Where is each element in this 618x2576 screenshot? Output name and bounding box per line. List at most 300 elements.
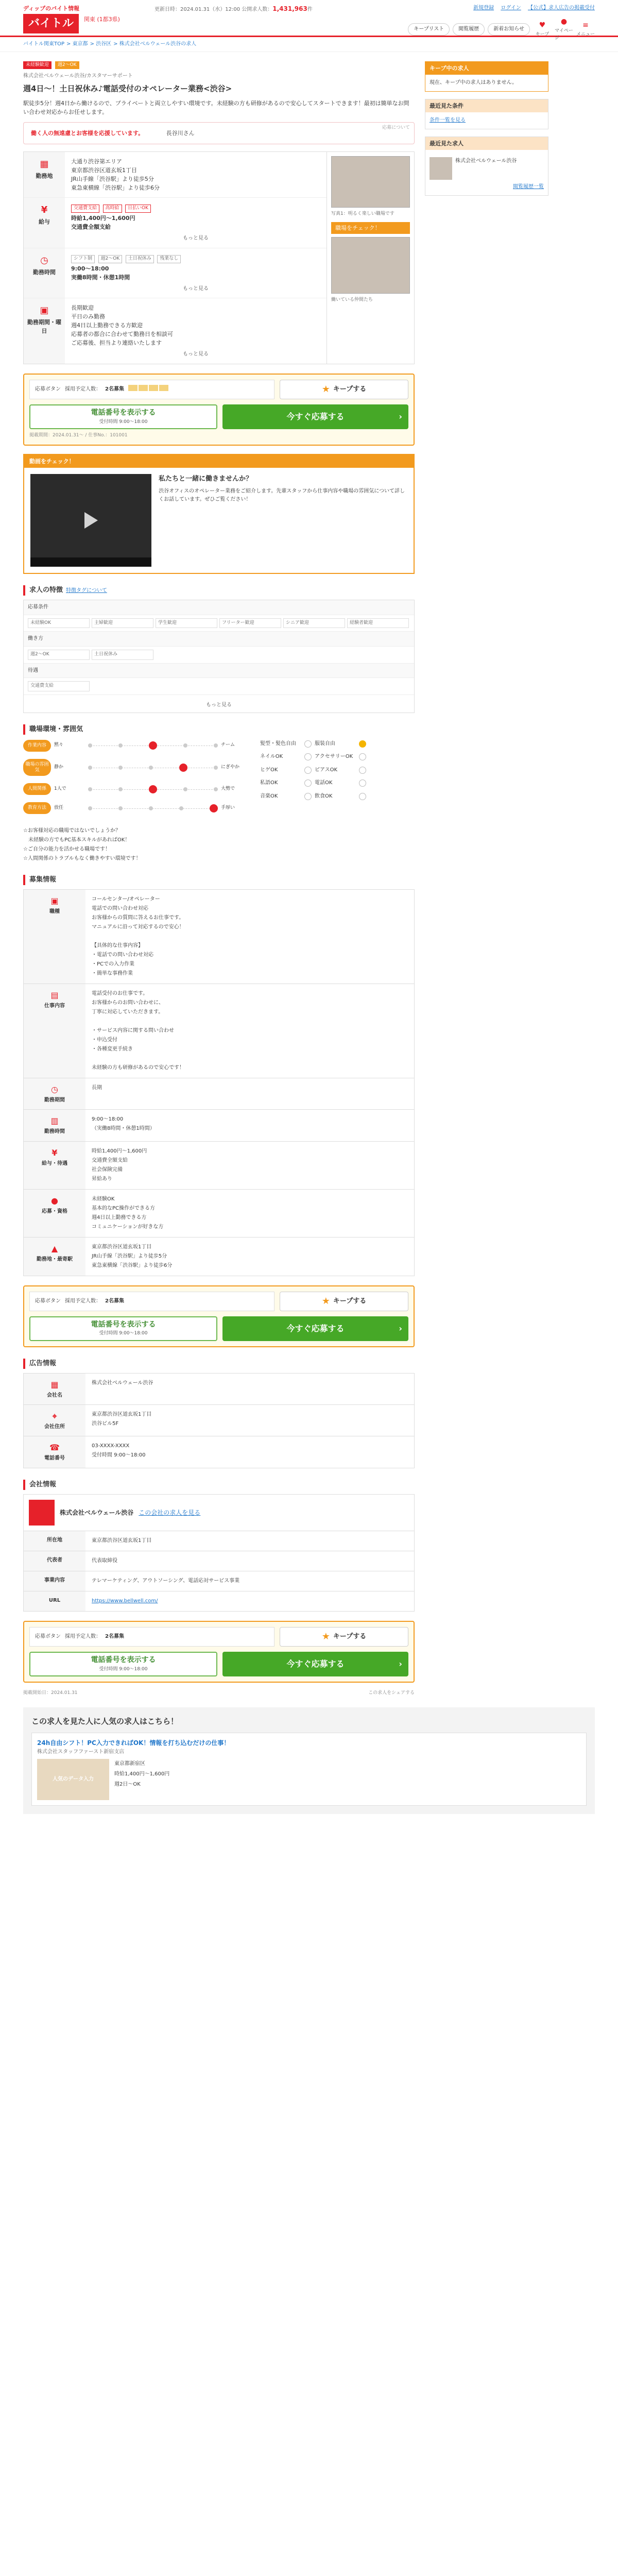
- company-subtitle: 株式会社ベルウェール渋谷/カスタマーサポート: [23, 73, 133, 79]
- nav-mypage-label: マイページ: [555, 28, 573, 41]
- register-link[interactable]: 新規登録: [473, 5, 494, 11]
- recruit-head: [24, 1142, 85, 1189]
- env-check: [304, 753, 312, 760]
- recommend-image: [37, 1759, 109, 1800]
- stats-count: 1,431,963: [272, 5, 307, 12]
- apply-deadline-value: 2名募集: [105, 1298, 124, 1304]
- video-head: 動画をチェック！: [24, 455, 414, 468]
- logo-tagline: ディップのバイト情報: [23, 5, 80, 12]
- apply-status-label: 応募ボタン: [35, 1634, 61, 1640]
- building-icon: ▦: [40, 158, 49, 170]
- more-link[interactable]: もっと見る: [183, 351, 209, 358]
- recruit-row: [24, 890, 414, 984]
- ad-info-title: 広告情報: [23, 1359, 415, 1369]
- scale-dot: [88, 766, 92, 770]
- recommend-detail: 東京都新宿区: [114, 1761, 145, 1767]
- clock-icon: ◷: [51, 1084, 58, 1095]
- recruit-head-label: 仕事内容: [44, 1003, 65, 1009]
- scale-dot: [88, 787, 92, 791]
- info-head: [24, 152, 65, 197]
- env-right: 手厚い: [221, 805, 235, 810]
- quote-note[interactable]: 応募について: [382, 125, 410, 130]
- scale-dot: [149, 741, 157, 750]
- company-row: [24, 1531, 414, 1551]
- features-title: [23, 585, 415, 596]
- environment-title: 職場環境・雰囲気: [23, 724, 415, 735]
- ad-head-label: 電話番号: [44, 1455, 65, 1462]
- env-item: [260, 766, 415, 774]
- tag: 残業なし: [157, 255, 181, 263]
- environment-box: [23, 740, 415, 821]
- recommend-details: [114, 1759, 169, 1800]
- tel-sub: 受付時間 9:00〜18:00: [99, 1666, 148, 1672]
- feature-item: フリーター歓迎: [219, 618, 281, 629]
- phone-icon: ☎: [49, 1443, 60, 1453]
- breadcrumb: バイトル関東TOP > 東京都 > 渋谷区 > 株式会社ベルウェール渋谷の求人: [0, 37, 618, 52]
- scale-dot: [183, 743, 187, 748]
- job-title: 週4日〜！土日祝休み♪電話受付のオペレーター業務<渋谷>: [23, 83, 232, 93]
- info-head-label: 勤務地: [36, 172, 53, 179]
- info-body: [65, 248, 327, 298]
- stats-line: [154, 4, 313, 14]
- job-lead: 駅徒歩5分！週4日から働けるので、プライベートと両立しやすい環境です。未経験の方も研修があるので安心してスタートできます！最初は簡単なお問い合わせ対応からお任せします。: [23, 99, 409, 116]
- keep-label: キープする: [333, 1632, 367, 1640]
- ad-head: [24, 1405, 85, 1436]
- info-table: [24, 152, 327, 364]
- env-check: [359, 779, 366, 787]
- feature-group: [24, 678, 414, 695]
- keep-box-body: 現在、キープ中の求人はありません。: [430, 79, 518, 86]
- apply-box: [23, 374, 415, 446]
- env-check: [359, 753, 366, 760]
- apply-status-bar: [29, 1627, 274, 1647]
- period-text: 長期歓迎 平日のみ勤務 週4日以上勤務できる方歓迎 応募者の都合に合わせて勤務日を相談可 ご応募後、担当より連絡いたします: [71, 304, 173, 347]
- chevron-right-icon: ›: [399, 1658, 402, 1669]
- ad-link[interactable]: 【公式】求人広告の掲載受付: [528, 5, 595, 11]
- environment-scales: [23, 740, 252, 821]
- scale-dot: [118, 787, 123, 791]
- apply-buttons: [29, 1652, 408, 1676]
- env-left: 放任: [54, 805, 64, 810]
- building-icon: ▦: [50, 1379, 59, 1389]
- company-name: 株式会社ベルウェール渋谷: [60, 1509, 134, 1516]
- env-row: [23, 802, 252, 814]
- info-head: [24, 248, 65, 298]
- env-item: [260, 792, 415, 801]
- photo-caption: 写真1：明るく楽しい職場です: [331, 211, 394, 216]
- info-head: [24, 198, 65, 248]
- recommend-card-title[interactable]: 24h自由シフト！PC入力できればOK！情報を打ち込むだけの仕事！: [37, 1739, 230, 1747]
- briefcase-icon: ▣: [40, 305, 49, 316]
- keep-label: キープする: [333, 1297, 367, 1305]
- apply-top: [29, 1292, 408, 1311]
- recruit-title: 募集情報: [23, 875, 415, 885]
- scale-dot: [210, 804, 218, 812]
- left-column: [23, 52, 415, 1697]
- env-scale: [88, 804, 218, 812]
- ad-body: 東京都渋谷区道玄坂1丁目 渋谷ビル5F: [92, 1412, 152, 1427]
- env-tag: 作業内容: [23, 740, 51, 752]
- nav-menu[interactable]: [576, 20, 595, 39]
- recruit-head-label: 職種: [49, 908, 60, 914]
- history-thumb: [430, 157, 452, 180]
- recommend-title: この求人を見た人に人気の求人はこちら！: [31, 1716, 179, 1726]
- footer-meta-left: 掲載開始日：2024.01.31: [23, 1690, 78, 1696]
- recruit-body: コールセンター/オペレーター 電話での問い合わせ対応 お客様からの質問に答えるお仕事です。 マニュアルに沿って対応するので安心！ 【具体的な仕事内容】 ・電話での問い合わせ対応 ・PCでの入力作業 ・簡単な事務作業: [92, 896, 184, 977]
- info-head-label: 勤務時間: [33, 268, 56, 276]
- scale-dot: [118, 766, 123, 770]
- company-body: 代表取締役: [92, 1557, 117, 1564]
- ad-row: [24, 1405, 414, 1436]
- env-item-name: 音楽OK: [260, 793, 278, 799]
- company-url[interactable]: https://www.bellwell.com/: [92, 1598, 158, 1604]
- recommend-card-inner: [37, 1759, 581, 1800]
- scale-dot: [214, 766, 218, 770]
- tel-sub: 受付時間 9:00〜18:00: [99, 1331, 148, 1336]
- tag: 土日祝休み: [126, 255, 154, 263]
- logo-mark[interactable]: バイトル: [23, 14, 79, 33]
- keep-box: [425, 61, 548, 92]
- recruit-head: [24, 984, 85, 1078]
- stats-prefix: 更新日時：2024.01.31（水）12:00 公開求人数：: [154, 7, 273, 12]
- tel-button[interactable]: [29, 1316, 217, 1341]
- info-photos: [327, 152, 414, 364]
- info-row-period: [24, 298, 327, 364]
- scale-dot: [179, 806, 183, 810]
- apply-deadline-value: 2名募集: [105, 386, 124, 393]
- scale-dot: [149, 785, 157, 793]
- ad-head: [24, 1374, 85, 1404]
- info-card: [23, 151, 415, 364]
- photo-section-title: 職場をチェック！: [331, 222, 410, 234]
- info-body: [65, 198, 327, 248]
- recruit-head-label: 応募・資格: [42, 1208, 67, 1214]
- env-item-name: ピアスOK: [315, 767, 338, 773]
- keep-list-button[interactable]: キープリスト: [408, 23, 450, 36]
- document-icon: ▤: [50, 990, 59, 1001]
- clock-icon: ◷: [40, 255, 48, 266]
- apply-status-label: 応募ボタン: [35, 1298, 61, 1304]
- company-head-row: [24, 1495, 414, 1531]
- recruit-body: 長期: [92, 1085, 102, 1091]
- recruit-row: [24, 1078, 414, 1110]
- workplace-photo[interactable]: [331, 156, 410, 208]
- env-check: [359, 767, 366, 774]
- apply-deadline-prefix: 採用予定人数：: [65, 1298, 101, 1304]
- tag: 週2〜OK: [98, 255, 123, 263]
- env-check: [359, 793, 366, 800]
- star-icon: ★: [321, 1631, 330, 1642]
- video-player[interactable]: [30, 474, 151, 567]
- apply-button[interactable]: [222, 404, 408, 429]
- env-item-name: ネイルOK: [260, 754, 283, 760]
- company-row: [24, 1551, 414, 1571]
- info-head: [24, 298, 65, 364]
- recommend-card[interactable]: [31, 1733, 587, 1806]
- apply-button[interactable]: [222, 1316, 408, 1341]
- feature-grid: [23, 600, 415, 713]
- scale-dot: [179, 764, 187, 772]
- company-row: [24, 1571, 414, 1591]
- apply-status-bar: [29, 380, 274, 399]
- star-icon: ★: [321, 383, 330, 395]
- env-item: [260, 740, 415, 748]
- env-right: 大勢で: [221, 786, 235, 791]
- map-icon: ⌖: [52, 1411, 57, 1421]
- recruit-head-label: 勤務時間: [44, 1129, 65, 1135]
- recruit-head: [24, 1238, 85, 1276]
- recruit-head: [24, 1190, 85, 1237]
- more-link[interactable]: もっと見る: [183, 235, 209, 242]
- history-body: [425, 150, 548, 195]
- info-head-label: 給与: [39, 218, 50, 225]
- progress-segments: [128, 385, 169, 394]
- workplace-photo[interactable]: [331, 237, 410, 294]
- apply-top: [29, 380, 408, 399]
- recent-conditions-title: 最近見た条件: [425, 99, 548, 112]
- env-check: [304, 779, 312, 787]
- recruit-row: [24, 1110, 414, 1141]
- recruit-body: 時給1,400円〜1,600円 交通費全額支給 社会保険完備 昇給あり: [92, 1148, 147, 1182]
- ad-row: [24, 1436, 414, 1467]
- feature-item: 未経験OK: [28, 618, 90, 629]
- recruit-body: 東京都渋谷区道玄坂1丁目 JR山手線「渋谷駅」より徒歩5分 東急東横線「渋谷駅」より徒歩6分: [92, 1244, 173, 1268]
- tag: 高時給: [103, 205, 122, 213]
- env-item-name: 電話OK: [315, 780, 333, 786]
- menu-icon: ≡: [582, 21, 589, 29]
- apply-status-label: 応募ボタン: [35, 386, 61, 393]
- keep-label: キープする: [333, 385, 367, 393]
- video-box: [23, 454, 415, 574]
- tag: 日払いOK: [125, 205, 151, 213]
- env-item-name: ヒゲOK: [260, 767, 278, 773]
- feature-item: 土日祝休み: [92, 650, 153, 660]
- recruit-head-label: 給与・待遇: [42, 1160, 67, 1166]
- badge: 週2〜OK: [55, 61, 79, 70]
- recruit-row: [24, 984, 414, 1078]
- tag: シフト制: [71, 255, 95, 263]
- user-icon: ●: [560, 18, 568, 26]
- recruit-body: 電話受付のお仕事です。 お客様からのお問い合わせに、 丁寧に対応していただきます。 ・サービス内容に関する問い合わせ ・申込受付 ・各種変更手続き 未経験の方も研修があるので安心です！: [92, 991, 184, 1071]
- apply-label: 今すぐ応募する: [286, 1658, 345, 1669]
- recruit-body: 9:00〜18:00 （実働8時間・休憩1時間）: [92, 1116, 155, 1132]
- nav-mypage[interactable]: [555, 16, 573, 42]
- scale-dot: [214, 743, 218, 748]
- quote-box: [23, 122, 415, 144]
- company-head: 代表者: [24, 1551, 85, 1571]
- company-table: [23, 1494, 415, 1612]
- env-item-name: 飲食OK: [315, 793, 333, 799]
- recruit-head-label: 勤務期間: [44, 1097, 65, 1103]
- env-check: [304, 767, 312, 774]
- heart-icon: ♥: [539, 21, 546, 29]
- main-content: [0, 52, 618, 1697]
- stats-suffix: 件: [307, 7, 313, 12]
- tag: 交通費支給: [71, 205, 99, 213]
- tel-button[interactable]: [29, 404, 217, 429]
- env-item-name: 服装自由: [315, 740, 335, 747]
- ad-row: [24, 1374, 414, 1405]
- features-link[interactable]: 特徴タグについて: [66, 587, 107, 594]
- apply-deadline-prefix: 採用予定人数：: [65, 386, 101, 393]
- more-link[interactable]: もっと見る: [183, 285, 209, 292]
- feature-item: 交通費支給: [28, 681, 90, 691]
- feature-group-label: 応募条件: [24, 600, 414, 615]
- env-right: にぎやか: [221, 764, 240, 770]
- features-title-text: 求人の特徴: [29, 586, 63, 594]
- yen-icon: ¥: [41, 205, 48, 216]
- history-box: [425, 137, 548, 196]
- scale-dot: [149, 766, 153, 770]
- train-icon: ▲: [51, 1243, 58, 1253]
- scale-dot: [118, 743, 123, 748]
- recruit-row: [24, 1190, 414, 1238]
- footer-meta: [23, 1690, 415, 1697]
- recruit-body: 未経験OK 基本的なPC操作ができる方 週4日以上勤務できる方 コミュニケーションが好きな方: [92, 1196, 164, 1230]
- feature-item: シニア歓迎: [283, 618, 345, 629]
- apply-deadline-value: 2名募集: [105, 1634, 124, 1640]
- photo-caption: 働いている仲間たち: [331, 297, 373, 302]
- feature-group-label: 働き方: [24, 632, 414, 647]
- apply-deadline-prefix: 採用予定人数：: [65, 1634, 101, 1640]
- recruit-head: [24, 890, 85, 984]
- recruit-head: [24, 1078, 85, 1109]
- feature-group: [24, 615, 414, 632]
- env-check: [359, 740, 366, 748]
- news-button[interactable]: 新着お知らせ: [488, 23, 530, 36]
- env-check: [304, 793, 312, 800]
- tel-label: 電話番号を表示する: [91, 1320, 156, 1329]
- company-head: 事業内容: [24, 1571, 85, 1591]
- apply-button[interactable]: [222, 1652, 408, 1676]
- history-title: 最近見た求人: [425, 137, 548, 150]
- apply-box-2: [23, 1285, 415, 1347]
- apply-buttons: [29, 1316, 408, 1341]
- navbar: [408, 16, 595, 42]
- company-logo: [29, 1500, 55, 1526]
- history-button[interactable]: 閲覧履歴: [453, 23, 485, 36]
- history-list-link[interactable]: 閲覧履歴一覧: [513, 183, 544, 190]
- scale-dot: [183, 787, 187, 791]
- env-left: 1人で: [54, 786, 66, 791]
- feature-item: 経験者歓迎: [347, 618, 409, 629]
- star-icon: ★: [321, 1295, 330, 1307]
- video-controls[interactable]: [30, 557, 151, 567]
- breadcrumb-item[interactable]: 東京都: [72, 41, 88, 47]
- top-links: [468, 4, 595, 12]
- breadcrumb-item[interactable]: 渋谷区: [96, 41, 112, 47]
- environment-note: ☆お客様対応の職場ではないでしょうか？ 未経験の方でもPC基本スキルがあればOK！ ☆ご自分の能力を活かせる職場です！ ☆人間関係のトラブルもなく働きやすい環境です！: [23, 827, 141, 861]
- company-link[interactable]: この会社の求人を見る: [139, 1509, 201, 1516]
- quote-text: 働く人の無遠慮とお客様を応援しています。: [31, 129, 144, 137]
- right-column: [425, 52, 548, 1697]
- env-tag: 人間関係: [23, 783, 51, 795]
- recent-conditions-box: [425, 99, 548, 129]
- keep-button[interactable]: [280, 1292, 408, 1311]
- info-row-hours: [24, 248, 327, 299]
- env-item-name: 私語OK: [260, 780, 278, 786]
- apply-buttons: [29, 404, 408, 429]
- tel-label: 電話番号を表示する: [91, 408, 156, 417]
- env-check: [304, 740, 312, 748]
- keep-button[interactable]: [280, 380, 408, 399]
- recommend-section: [23, 1707, 595, 1814]
- login-link[interactable]: ログイン: [501, 5, 521, 11]
- company-head: 所在地: [24, 1531, 85, 1551]
- conditions-link[interactable]: 条件一覧を見る: [430, 117, 466, 123]
- briefcase-icon: ▣: [50, 896, 59, 906]
- quote-author: 長谷川さん: [166, 129, 195, 137]
- info-body: 大通り渋谷第エリア 東京都渋谷区道玄坂1丁目 JR山手線「渋谷駅」より徒歩5分 東急東横線「渋谷駅」より徒歩6分: [71, 158, 160, 192]
- recommend-image-text: 人気のデータ入力: [53, 1776, 94, 1783]
- env-item-name: アクセサリーOK: [315, 754, 353, 760]
- env-scale: [88, 741, 218, 750]
- top-header: [0, 0, 618, 41]
- recruit-row: [24, 1142, 414, 1190]
- recommend-card-company: 株式会社スタッフファースト新宿支店: [37, 1749, 125, 1755]
- play-icon[interactable]: [84, 512, 98, 529]
- env-row: [23, 783, 252, 795]
- apply-top: [29, 1627, 408, 1647]
- env-row: [23, 759, 252, 776]
- company-body: 東京都渋谷区道玄坂1丁目: [92, 1537, 152, 1544]
- scale-dot: [214, 787, 218, 791]
- chevron-right-icon: ›: [399, 1323, 402, 1333]
- apply-label: 今すぐ応募する: [286, 1323, 345, 1333]
- env-tag: 職場の雰囲気: [23, 759, 51, 776]
- env-scale: [88, 764, 218, 772]
- badge: 未経験歓迎: [23, 61, 52, 70]
- more-link[interactable]: もっと見る: [206, 702, 232, 708]
- badges: [23, 59, 415, 70]
- ad-head: [24, 1436, 85, 1467]
- breadcrumb-item[interactable]: バイトル関東TOP: [23, 41, 65, 47]
- scale-dot: [88, 806, 92, 810]
- salary-text: 時給1,400円〜1,600円 交通費全額支給: [71, 215, 135, 231]
- keep-box-title: キープ中の求人: [425, 62, 548, 75]
- video-title: 私たちと一緒に働きませんか？: [159, 474, 253, 483]
- env-item-name: 髪型・髪色自由: [260, 740, 296, 747]
- ad-info-table: [23, 1373, 415, 1468]
- info-row-salary: [24, 198, 327, 248]
- environment-list: [260, 740, 415, 821]
- history-item-name: 株式会社ベルウェール渋谷: [455, 158, 517, 164]
- feature-group-label: 待遇: [24, 664, 414, 679]
- env-item: [260, 779, 415, 787]
- company-body: テレマーケティング、アウトソーシング、電話応対サービス事業: [92, 1578, 240, 1584]
- nav-menu-label: メニュー: [576, 31, 595, 37]
- env-item: [260, 753, 415, 761]
- history-item[interactable]: [430, 157, 544, 180]
- person-icon: ●: [51, 1195, 58, 1206]
- share-link[interactable]: この求人をシェアする: [368, 1690, 415, 1696]
- env-row: [23, 740, 252, 752]
- env-tag: 教育方法: [23, 802, 51, 814]
- company-head: URL: [24, 1591, 85, 1611]
- nav-keep[interactable]: [533, 20, 552, 39]
- scale-dot: [88, 743, 92, 748]
- recruit-table: [23, 889, 415, 1276]
- apply-status-bar: [29, 1292, 274, 1311]
- ad-head-label: 会社名: [47, 1392, 62, 1398]
- logo[interactable]: [23, 4, 120, 33]
- tel-button[interactable]: [29, 1652, 217, 1676]
- chevron-right-icon: ›: [399, 411, 402, 421]
- env-left: 黙々: [54, 742, 64, 748]
- recruit-head-label: 勤務地・最寄駅: [37, 1256, 73, 1262]
- keep-button[interactable]: [280, 1627, 408, 1647]
- feature-item: 学生歓迎: [156, 618, 217, 629]
